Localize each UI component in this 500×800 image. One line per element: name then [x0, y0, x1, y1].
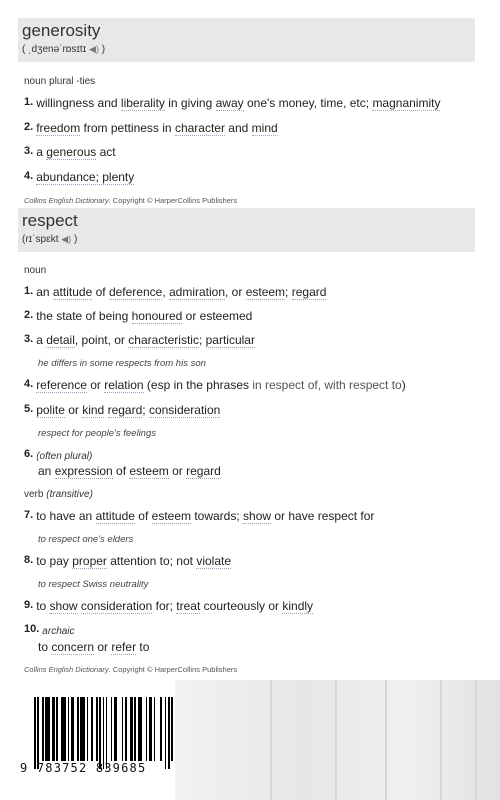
word-link[interactable]: esteem [151, 509, 191, 523]
speaker-icon[interactable]: ◀) [61, 234, 72, 244]
definition-item: 4. abundance; plenty [24, 170, 135, 184]
word-link[interactable]: liberality [120, 96, 165, 110]
word-link[interactable]: consideration [80, 599, 153, 613]
word-link[interactable]: attitude [52, 285, 93, 299]
word-link[interactable]: esteem [245, 285, 286, 299]
definition-item: 3. a detail, point, or characteristic; particular [24, 333, 255, 347]
entry-header-generosity [18, 18, 475, 62]
entry-header-respect [18, 208, 475, 252]
definition-item: 7. to have an attitude of esteem towards; show or have respect for [24, 509, 375, 523]
headword: generosity [22, 21, 101, 40]
copyright-credit: Collins English Dictionary. Copyright © HarperCollins Publishers [24, 196, 238, 205]
pronunciation: (rɪˈspɛkt ◀) ) [22, 234, 78, 245]
word-link[interactable]: magnanimity [372, 96, 441, 110]
definition-item: 1. an attitude of deference, admiration, or esteem; regard [24, 285, 327, 299]
word-link[interactable]: polite [36, 403, 65, 417]
word-link[interactable]: characteristic [128, 333, 199, 347]
word-link[interactable]: regard [186, 464, 221, 478]
word-link[interactable]: consideration [148, 403, 221, 417]
definition-item: 3. a generous act [24, 145, 116, 159]
definition-text: an expression of esteem or regard [38, 464, 221, 478]
definition-item: 8. to pay proper attention to; not violate [24, 554, 231, 568]
part-of-speech: noun plural -ties [24, 76, 96, 87]
word-link[interactable]: deference [108, 285, 163, 299]
word-link[interactable]: admiration [168, 285, 226, 299]
definition-item: 2. the state of being honoured or esteemed [24, 309, 253, 323]
word-link[interactable]: esteem [129, 464, 169, 478]
word-link[interactable]: expression [54, 464, 113, 478]
word-link[interactable]: honoured [131, 309, 183, 323]
definition-item: 10. archaic [24, 623, 75, 637]
part-of-speech: verb (transitive) [24, 489, 93, 500]
definition-item: 6. (often plural) [24, 448, 93, 462]
usage-example: respect for people's feelings [38, 428, 156, 439]
pronunciation: ( ˌdʒenəˈrɒsɪtɪ ◀) ) [22, 44, 106, 55]
headword: respect [22, 211, 78, 230]
definition-item: 5. polite or kind regard; consideration [24, 403, 221, 417]
word-link[interactable]: show [243, 509, 272, 523]
usage-example: to respect Swiss neutrality [38, 579, 149, 590]
word-link[interactable]: violate [196, 554, 231, 568]
usage-example: he differs in some respects from his son [38, 358, 206, 369]
word-link[interactable]: refer [111, 640, 137, 654]
word-link[interactable]: kind [82, 403, 105, 417]
word-link[interactable]: abundance; plenty [36, 170, 135, 184]
word-link[interactable]: kindly [282, 599, 314, 613]
word-link[interactable]: attitude [95, 509, 135, 523]
word-link[interactable]: regard [291, 285, 327, 299]
usage-example: to respect one's elders [38, 534, 134, 545]
definition-item: 9. to show consideration for; treat courteously or kindly [24, 599, 314, 613]
word-link[interactable]: proper [72, 554, 107, 568]
word-link[interactable]: reference [36, 378, 87, 392]
word-link[interactable]: relation [104, 378, 144, 392]
definition-text: to concern or refer to [38, 640, 150, 654]
word-link[interactable]: away [215, 96, 244, 110]
definition-item: 4. reference or relation (esp in the phrases in respect of, with respect to) [24, 378, 406, 392]
barcode-digits: 9 783752 839685 [20, 761, 147, 775]
definition-item: 2. freedom from pettiness in character and mind [24, 121, 278, 135]
word-link[interactable]: regard [107, 403, 143, 417]
barcode [20, 697, 173, 775]
definition-item: 1. willingness and liberality in giving away one's money, time, etc; magnanimity [24, 96, 441, 110]
copyright-credit: Collins English Dictionary. Copyright © HarperCollins Publishers [24, 665, 238, 674]
word-link[interactable]: detail [46, 333, 75, 347]
barcode-bars [34, 697, 173, 761]
word-link[interactable]: freedom [36, 121, 81, 135]
speaker-icon[interactable]: ◀) [89, 44, 99, 54]
word-link[interactable]: generous [46, 145, 97, 159]
background-shelf [175, 680, 500, 800]
word-link[interactable]: show [49, 599, 78, 613]
word-link[interactable]: treat [176, 599, 201, 613]
word-link[interactable]: mind [251, 121, 278, 135]
word-link[interactable]: particular [205, 333, 255, 347]
part-of-speech: noun [24, 265, 47, 276]
word-link[interactable]: character [174, 121, 225, 135]
word-link[interactable]: concern [51, 640, 95, 654]
barcode-bar [171, 697, 173, 761]
